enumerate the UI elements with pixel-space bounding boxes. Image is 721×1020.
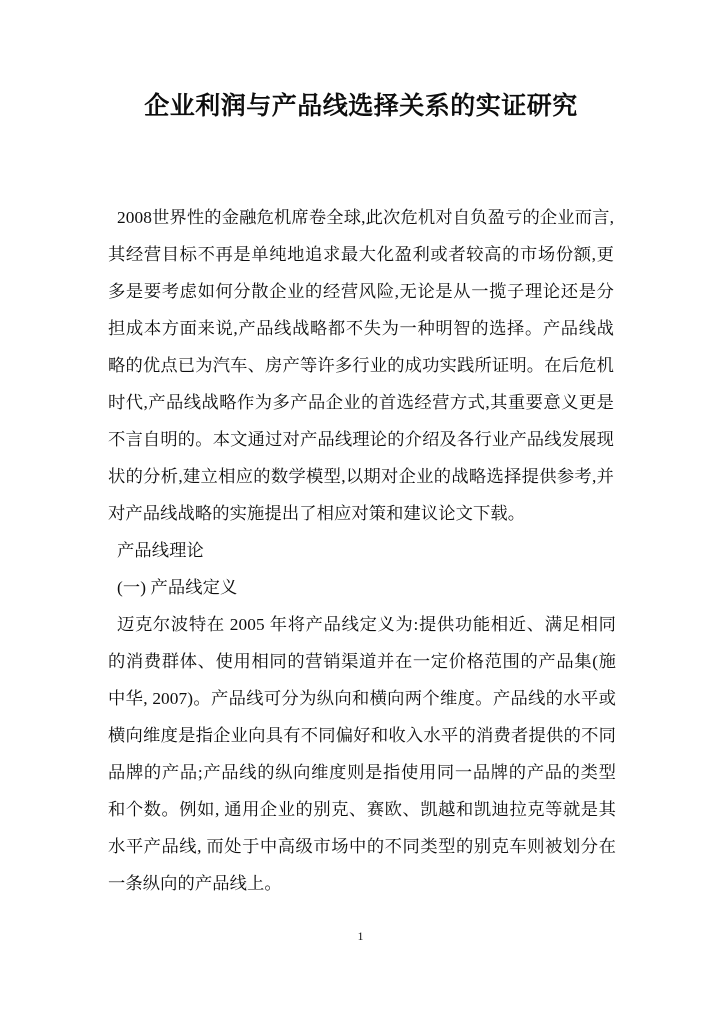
subsection-heading-product-line-definition: (一) 产品线定义 (117, 578, 238, 597)
abstract-paragraph-block (108, 199, 614, 532)
page-title: 企业利润与产品线选择关系的实证研究 (144, 93, 578, 120)
subsection-heading-block (108, 569, 614, 606)
abstract-paragraph: 2008世界性的金融危机席卷全球,此次危机对自负盈亏的企业而言,其经营目标不再是单纯地追求最大化盈利或者较高的市场份额,更多是要考虑如何分散企业的经营风险,无论是从一揽子理论还是分担成本方面来说,产品线战略都不失为一种明智的选择。产品线战略的优点已为汽车、房产等许多行业的成功实践所证明。在后危机时代,产品线战略作为多产品企业的首选经营方式,其重要意义更是不言自明的。本文通过对产品线理论的介绍及各行业产品线发展现状的分析,建立相应的数学模型,以期对企业的战略选择提供参考,并对产品线战略的实施提出了相应对策和建议论文下载。 (108, 208, 614, 523)
page-number: 1 (357, 929, 364, 943)
section-heading-block (108, 532, 614, 569)
definition-paragraph: 迈克尔波特在 2005 年将产品线定义为:提供功能相近、满足相同的消费群体、使用相同的营销渠道并在一定价格范围的产品集(施中华, 2007)。产品线可分为纵向和横向两个维度。产品线的水平或横向维度是指企业向具有不同偏好和收入水平的消费者提供的不同品牌的产品;产品线的纵向维度则是指使用同一品牌的产品的类型和个数。例如, 通用企业的别克、赛欧、凯越和凯迪拉克等就是其水平产品线, 而处于中高级市场中的不同类型的别克车则被划分在一条纵向的产品线上。 (108, 615, 616, 893)
section-heading-product-line-theory: 产品线理论 (117, 541, 204, 560)
definition-paragraph-block (108, 606, 616, 902)
